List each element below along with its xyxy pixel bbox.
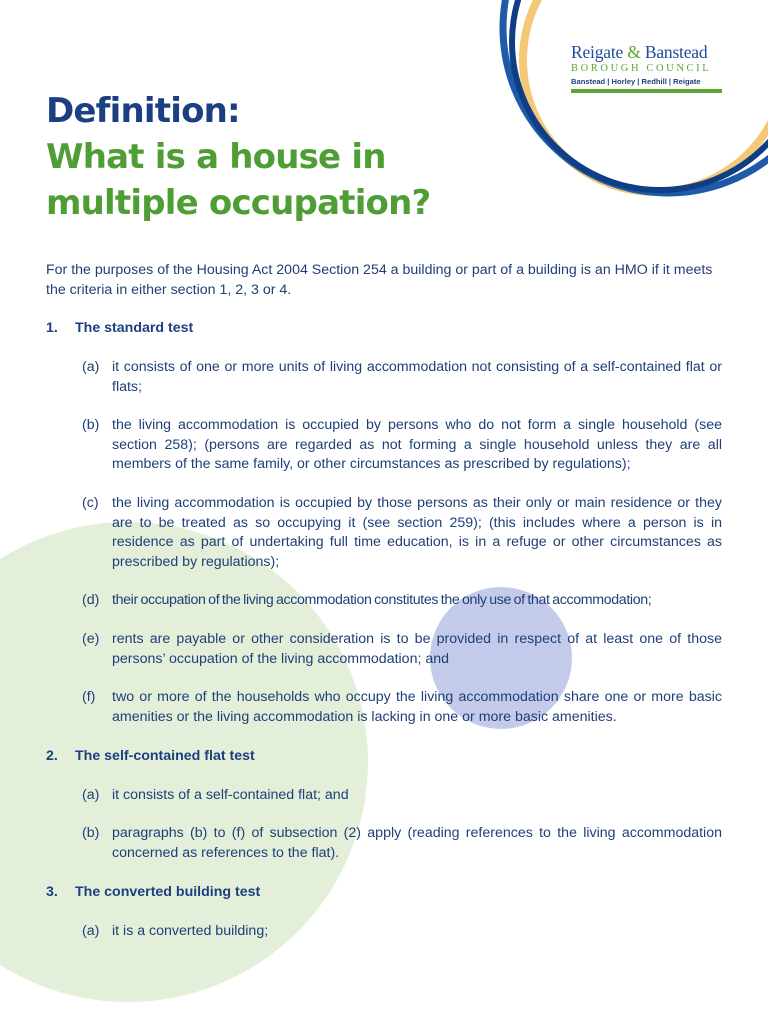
list-item (82, 786, 722, 806)
heading-question-line1: What is a house in (46, 137, 386, 177)
list-item (82, 591, 722, 611)
logo-ampersand: & (627, 42, 641, 62)
page-heading (46, 88, 430, 226)
item-text: the living accommodation is occupied by those persons as their only or main residence or they are to be treated as so occupying it (see section 259); (this includes where a person is in residence as part of undertaking full time education, is in a refuge or other circumstances as prescribed by regulations); (112, 495, 722, 570)
heading-question-line2: multiple occupation? (46, 183, 431, 223)
section-number: 1. (46, 320, 58, 336)
section-heading-self-contained-flat-test (46, 747, 255, 767)
section-number: 2. (46, 748, 58, 764)
item-letter: (a) (82, 359, 100, 375)
intro-paragraph: For the purposes of the Housing Act 2004 Section 254 a building or part of a building is an HMO if it meets the criteria in either section 1, 2, 3 or 4. (46, 262, 713, 298)
item-letter: (e) (82, 631, 100, 647)
item-letter: (c) (82, 495, 99, 511)
list-item (82, 358, 722, 397)
logo-name-part2: Banstead (644, 42, 708, 62)
list-item (82, 630, 722, 669)
item-letter: (d) (82, 592, 100, 608)
item-text: paragraphs (b) to (f) of subsection (2) apply (reading references to the living accommodation concerned as references to the flat). (112, 825, 722, 861)
item-letter: (b) (82, 417, 100, 433)
section-title: The self-contained flat test (75, 748, 255, 764)
logo-name (571, 42, 723, 62)
logo-underline-bar (571, 89, 722, 93)
item-letter: (a) (82, 787, 100, 803)
item-text: the living accommodation is occupied by persons who do not form a single household (see section 258); (persons are regarded as not forming a single household unless they are all members of the same family, or other circumstances as prescribed by regulations); (112, 417, 722, 472)
logo-towns: Banstead | Horley | Redhill | Reigate (571, 77, 701, 86)
heading-definition: Definition: (46, 91, 240, 131)
list-item (82, 494, 722, 572)
item-text: it is a converted building; (112, 923, 269, 939)
item-text: rents are payable or other consideration is to be provided in respect of at least one of those persons’ occupation of the living accommodation; and (112, 631, 722, 667)
logo-subtitle: BOROUGH COUNCIL (571, 63, 712, 74)
list-item (82, 416, 722, 475)
item-letter: (f) (82, 689, 96, 705)
item-text: two or more of the households who occupy the living accommodation share one or more basic amenities or the living accommodation is lacking in one or more basic amenities. (112, 689, 722, 725)
section-title: The converted building test (75, 884, 261, 900)
list-item (82, 824, 722, 863)
section-number: 3. (46, 884, 58, 900)
item-text: it consists of one or more units of living accommodation not consisting of a self-contained flat or flats; (112, 359, 722, 395)
list-item (82, 688, 722, 727)
section-heading-converted-building-test (46, 883, 260, 903)
section-title: The standard test (75, 320, 194, 336)
logo-name-part1: Reigate (571, 42, 624, 62)
section-heading-standard-test (46, 319, 193, 339)
council-logo (571, 42, 723, 93)
item-letter: (a) (82, 923, 100, 939)
item-text: it consists of a self-contained flat; and (112, 787, 349, 803)
item-text: their occupation of the living accommodation constitutes the only use of that accommodation; (112, 592, 652, 608)
list-item (82, 922, 722, 942)
item-letter: (b) (82, 825, 100, 841)
